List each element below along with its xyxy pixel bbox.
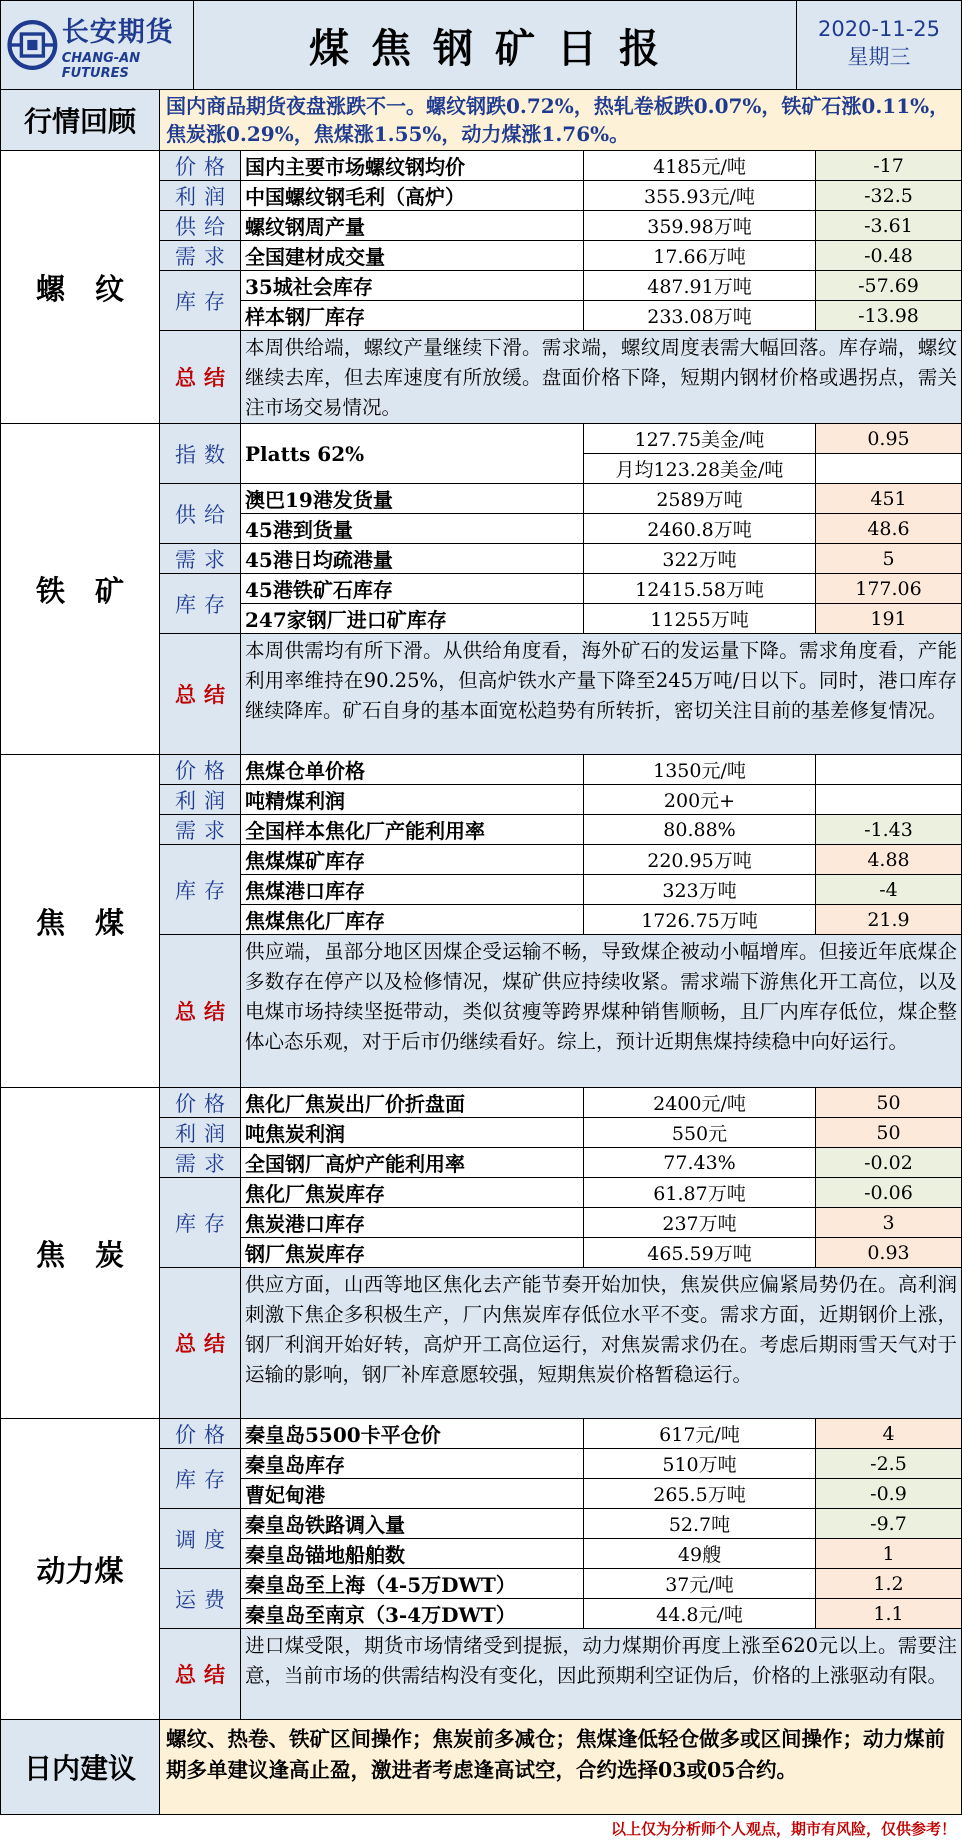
table-row-value: 200元+ xyxy=(583,784,816,815)
table-row-value: 2460.8万吨 xyxy=(583,513,816,544)
table-row-value: 550元 xyxy=(583,1117,816,1148)
table-row-value: 1726.75万吨 xyxy=(583,904,816,935)
table-row-item: 曹妃甸港 xyxy=(240,1478,584,1509)
table-row-item: 国内主要市场螺纹钢均价 xyxy=(240,150,584,181)
table-row-change: 451 xyxy=(815,483,962,514)
category-demand: 需求 xyxy=(159,240,241,271)
table-row-item: 秦皇岛铁路调入量 xyxy=(240,1508,584,1539)
table-row-change: -0.06 xyxy=(815,1177,962,1208)
table-row-change: 1.2 xyxy=(815,1568,962,1599)
category-stock: 库存 xyxy=(159,270,241,331)
table-row-item: 秦皇岛5500卡平仓价 xyxy=(240,1418,584,1449)
table-row-change xyxy=(815,784,962,815)
table-row-item: 焦煤焦化厂库存 xyxy=(240,904,584,935)
table-row-value: 233.08万吨 xyxy=(583,300,816,331)
table-row-value: 37元/吨 xyxy=(583,1568,816,1599)
table-row-value: 465.59万吨 xyxy=(583,1237,816,1268)
table-row-item: 焦炭港口库存 xyxy=(240,1207,584,1238)
table-row-item: 45港铁矿石库存 xyxy=(240,573,584,604)
section-thermal-coal: 动力煤 xyxy=(0,1418,160,1720)
table-row-change: 1 xyxy=(815,1538,962,1569)
logo-english-name: CHANG-AN FUTURES xyxy=(61,50,141,81)
table-row-value: 80.88% xyxy=(583,814,816,845)
table-row-item: 螺纹钢周产量 xyxy=(240,210,584,241)
table-row-change: -0.48 xyxy=(815,240,962,271)
rebar-summary-text: 本周供给端，螺纹产量继续下滑。需求端，螺纹周度表需大幅回落。库存端，螺纹继续去库，但去库速度有所放缓。盘面价格下降，短期内钢材价格或遇拐点，需关注市场交易情况。 xyxy=(240,330,962,424)
table-row-item: 全国钢厂高炉产能利用率 xyxy=(240,1147,584,1178)
table-row-change: -17 xyxy=(815,150,962,181)
category-supply: 供给 xyxy=(159,483,241,544)
category-price: 价格 xyxy=(159,1418,241,1449)
index-change: 0.95 xyxy=(815,423,962,454)
table-row-item: 焦煤仓单价格 xyxy=(240,754,584,785)
coke-summary-text: 供应方面，山西等地区焦化去产能节奏开始加快，焦炭供应偏紧局势仍在。高利润刺激下焦企多积极生产，厂内焦炭库存低位水平不变。需求方面，近期钢价上涨，钢厂利润开始好转，高炉开工高位运行，对焦炭需求仍在。考虑后期雨雪天气对于运输的影响，钢厂补库意愿较强，短期焦炭价格暂稳运行。 xyxy=(240,1267,962,1419)
table-row-value: 52.7吨 xyxy=(583,1508,816,1539)
table-row-change: 191 xyxy=(815,603,962,634)
section-coking-coal: 焦煤 xyxy=(0,754,160,1088)
table-row-change: -4 xyxy=(815,874,962,905)
table-row-value: 12415.58万吨 xyxy=(583,573,816,604)
category-profit: 利润 xyxy=(159,180,241,211)
category-dispatch: 调度 xyxy=(159,1508,241,1569)
table-row-change: 1.1 xyxy=(815,1598,962,1629)
category-summary: 总结 xyxy=(159,1628,241,1720)
report-date-box xyxy=(796,0,962,90)
intraday-advice-label: 日内建议 xyxy=(0,1719,160,1815)
table-row-change: 50 xyxy=(815,1087,962,1118)
table-row-change xyxy=(815,754,962,785)
table-row-value: 355.93元/吨 xyxy=(583,180,816,211)
table-row-value: 323万吨 xyxy=(583,874,816,905)
table-row-change: -1.43 xyxy=(815,814,962,845)
table-row-value: 77.43% xyxy=(583,1147,816,1178)
section-rebar: 螺纹 xyxy=(0,150,160,424)
category-profit: 利润 xyxy=(159,1117,241,1148)
table-row-item: 焦煤煤矿库存 xyxy=(240,844,584,875)
logo xyxy=(0,0,194,90)
index-monthly-average: 月均123.28美金/吨 xyxy=(583,453,816,484)
table-row-change: 177.06 xyxy=(815,573,962,604)
table-row-item: 45港日均疏港量 xyxy=(240,543,584,574)
table-row-change: 0.93 xyxy=(815,1237,962,1268)
table-row-value: 1350元/吨 xyxy=(583,754,816,785)
chang-an-logo-icon xyxy=(7,16,58,74)
table-row-change: -32.5 xyxy=(815,180,962,211)
category-summary: 总结 xyxy=(159,633,241,755)
table-row-item: 247家钢厂进口矿库存 xyxy=(240,603,584,634)
table-row-value: 4185元/吨 xyxy=(583,150,816,181)
table-row-change: 5 xyxy=(815,543,962,574)
table-row-item: 全国建材成交量 xyxy=(240,240,584,271)
report-date: 2020-11-25 xyxy=(817,17,941,41)
category-price: 价格 xyxy=(159,1087,241,1118)
table-row-value: 17.66万吨 xyxy=(583,240,816,271)
table-row-item: 45港到货量 xyxy=(240,513,584,544)
table-row-change: -9.7 xyxy=(815,1508,962,1539)
iron-ore-summary-text: 本周供需均有所下滑。从供给角度看，海外矿石的发运量下降。需求角度看，产能利用率维持在90.25%，但高炉铁水产量下降至245万吨/日以下。同时，港口库存继续降库。矿石自身的基本面宽松趋势有所转折，密切关注目前的基差修复情况。 xyxy=(240,633,962,755)
table-row-value: 359.98万吨 xyxy=(583,210,816,241)
disclaimer-footer: 以上仅为分析师个人观点，期市有风险，仅供参考！ xyxy=(610,1820,956,1838)
category-stock: 库存 xyxy=(159,1448,241,1509)
category-price: 价格 xyxy=(159,150,241,181)
table-row-item: 澳巴19港发货量 xyxy=(240,483,584,514)
table-row-item: 35城社会库存 xyxy=(240,270,584,301)
table-row-item: 焦化厂焦炭出厂价折盘面 xyxy=(240,1087,584,1118)
table-row-value: 265.5万吨 xyxy=(583,1478,816,1509)
table-row-value: 237万吨 xyxy=(583,1207,816,1238)
logo-chinese-name: 长安期货 xyxy=(61,16,174,48)
table-row-change: -57.69 xyxy=(815,270,962,301)
table-row-value: 322万吨 xyxy=(583,543,816,574)
category-summary: 总结 xyxy=(159,1267,241,1419)
category-demand: 需求 xyxy=(159,1147,241,1178)
thermal-coal-summary-text: 进口煤受限，期货市场情绪受到提振，动力煤期价再度上涨至620元以上。需要注意，当前市场的供需结构没有变化，因此预期利空证伪后，价格的上涨驱动有限。 xyxy=(240,1628,962,1720)
table-row-item: 吨精煤利润 xyxy=(240,784,584,815)
intraday-advice-text: 螺纹、热卷、铁矿区间操作；焦炭前多减仓；焦煤逢低轻仓做多或区间操作；动力煤前期多单建议逢高止盈，激进者考虑逢高试空，合约选择03或05合约。 xyxy=(159,1719,962,1815)
category-price: 价格 xyxy=(159,754,241,785)
table-row-value: 220.95万吨 xyxy=(583,844,816,875)
table-row-item: 焦化厂焦炭库存 xyxy=(240,1177,584,1208)
table-row-value: 11255万吨 xyxy=(583,603,816,634)
table-row-value: 2589万吨 xyxy=(583,483,816,514)
table-row-change: 21.9 xyxy=(815,904,962,935)
table-row-item: 秦皇岛至南京（3-4万DWT） xyxy=(240,1598,584,1629)
category-supply: 供给 xyxy=(159,210,241,241)
table-row-change: -0.9 xyxy=(815,1478,962,1509)
category-summary: 总结 xyxy=(159,330,241,424)
table-row-change: -3.61 xyxy=(815,210,962,241)
market-review-text: 国内商品期货夜盘涨跌不一。螺纹钢跌0.72%，热轧卷板跌0.07%，铁矿石涨0.11%，焦炭涨0.29%，焦煤涨1.55%，动力煤涨1.76%。 xyxy=(159,89,962,151)
table-row-change: 50 xyxy=(815,1117,962,1148)
table-row-item: 秦皇岛锚地船舶数 xyxy=(240,1538,584,1569)
category-stock: 库存 xyxy=(159,844,241,935)
table-row-item: 秦皇岛库存 xyxy=(240,1448,584,1479)
market-review-label: 行情回顾 xyxy=(0,89,160,151)
section-iron-ore: 铁矿 xyxy=(0,423,160,755)
category-demand: 需求 xyxy=(159,543,241,574)
coking-coal-summary-text: 供应端，虽部分地区因煤企受运输不畅，导致煤企被动小幅增库。但接近年底煤企多数存在停产以及检修情况，煤矿供应持续收紧。需求端下游焦化开工高位，以及电煤市场持续坚挺带动，类似贫瘦等跨界煤种销售顺畅，且厂内库存低位，煤企整体心态乐观，对于后市仍继续看好。综上，预计近期焦煤持续稳中向好运行。 xyxy=(240,934,962,1088)
table-row-change: 48.6 xyxy=(815,513,962,544)
table-row-value: 487.91万吨 xyxy=(583,270,816,301)
table-row-item: 钢厂焦炭库存 xyxy=(240,1237,584,1268)
table-row-value: 617元/吨 xyxy=(583,1418,816,1449)
table-row-item: 全国样本焦化厂产能利用率 xyxy=(240,814,584,845)
table-row-change: -0.02 xyxy=(815,1147,962,1178)
table-row-change: 4 xyxy=(815,1418,962,1449)
table-row-change: -13.98 xyxy=(815,300,962,331)
table-row-value: 44.8元/吨 xyxy=(583,1598,816,1629)
table-row-value: 49艘 xyxy=(583,1538,816,1569)
category-demand: 需求 xyxy=(159,814,241,845)
section-coke: 焦炭 xyxy=(0,1087,160,1419)
table-row-value: 61.87万吨 xyxy=(583,1177,816,1208)
table-row-item: 吨焦炭利润 xyxy=(240,1117,584,1148)
index-item: Platts 62% xyxy=(240,423,584,484)
category-profit: 利润 xyxy=(159,784,241,815)
category-index: 指数 xyxy=(159,423,241,484)
report-weekday: 星期三 xyxy=(847,45,911,69)
table-row-change: -2.5 xyxy=(815,1448,962,1479)
index-value: 127.75美金/吨 xyxy=(583,423,816,454)
category-summary: 总结 xyxy=(159,934,241,1088)
category-stock: 库存 xyxy=(159,1177,241,1268)
table-row-change xyxy=(815,453,962,484)
table-row-item: 中国螺纹钢毛利（高炉） xyxy=(240,180,584,211)
table-row-value: 510万吨 xyxy=(583,1448,816,1479)
report-title: 煤焦钢矿日报 xyxy=(193,0,797,90)
table-row-item: 秦皇岛至上海（4-5万DWT） xyxy=(240,1568,584,1599)
table-row-change: 3 xyxy=(815,1207,962,1238)
category-freight: 运费 xyxy=(159,1568,241,1629)
table-row-item: 样本钢厂库存 xyxy=(240,300,584,331)
category-stock: 库存 xyxy=(159,573,241,634)
table-row-value: 2400元/吨 xyxy=(583,1087,816,1118)
table-row-change: 4.88 xyxy=(815,844,962,875)
table-row-item: 焦煤港口库存 xyxy=(240,874,584,905)
